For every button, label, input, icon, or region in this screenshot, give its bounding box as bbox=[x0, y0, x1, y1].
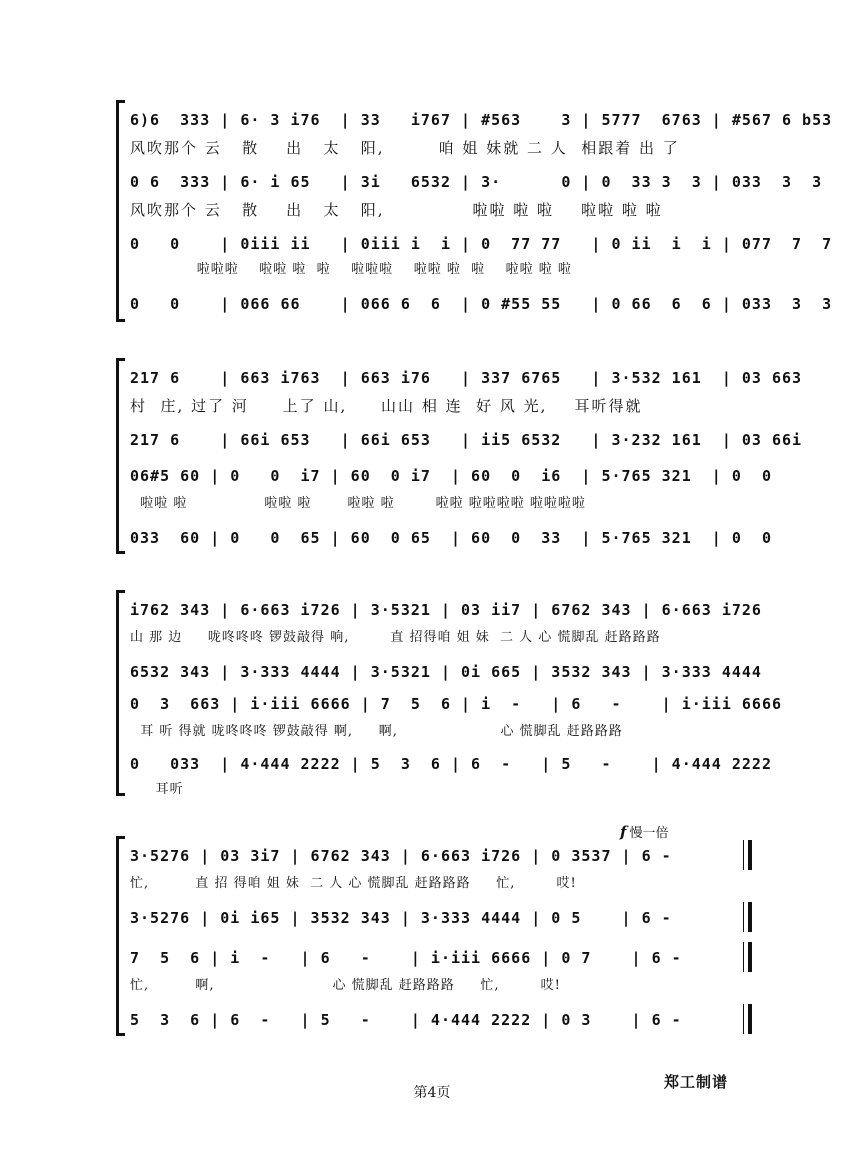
lyrics-text: 忙, 啊, 心 慌脚乱 赶路路路 忙, 哎! bbox=[130, 978, 561, 993]
notation-text: 033 60 | 0 0 65 | 60 0 65 | 60 0 33 | 5·765 321 | 0 0 bbox=[130, 529, 772, 547]
lyrics-line bbox=[130, 494, 752, 518]
staff-line-soprano bbox=[130, 108, 833, 132]
lyrics-line bbox=[130, 628, 752, 652]
staff-line-bass bbox=[130, 752, 772, 776]
lyrics-text: 风吹那个 云 散 出 太 阳, 咱 姐 妹就 二 人 相跟着 出 了 bbox=[130, 139, 680, 157]
score-system-3 bbox=[116, 590, 782, 797]
lyrics-text: 风吹那个 云 散 出 太 阳, 啦啦 啦 啦 啦啦 啦 啦 bbox=[130, 201, 663, 219]
score-system-4 bbox=[116, 836, 752, 1036]
lyrics-line bbox=[130, 396, 752, 420]
lyrics-text: 耳 听 得就 咙咚咚咚 锣鼓敲得 啊, 啊, 心 慌脚乱 赶路路路 bbox=[130, 724, 623, 739]
lyrics-text: 啦啦啦 啦啦 啦 啦 啦啦啦 啦啦 啦 啦 啦啦 啦 啦 bbox=[130, 262, 572, 277]
final-barline bbox=[743, 942, 752, 972]
staff-line-soprano bbox=[130, 598, 762, 622]
score-system-2 bbox=[116, 358, 803, 554]
dynamic-mark: f bbox=[620, 823, 627, 841]
lyrics-text: 山 那 边 咙咚咚咚 锣鼓敲得 响, 直 招得咱 姐 妹 二 人 心 慌脚乱 赶路路路 bbox=[130, 630, 661, 645]
page-number: 第4页 bbox=[413, 1085, 451, 1101]
notation-text: 6532 343 | 3·333 4444 | 3·5321 | 0i 665 | 3532 343 | 3·333 4444 bbox=[130, 663, 762, 681]
staff-line-alto bbox=[130, 170, 823, 194]
staff-line-tenor bbox=[130, 464, 772, 488]
notation-text: 5 3 6 | 6 - | 5 - | 4·444 2222 | 0 3 | 6 - bbox=[130, 1011, 682, 1029]
lyrics-text: 耳听 bbox=[130, 782, 184, 797]
score-system-1 bbox=[116, 100, 833, 322]
tempo-text: 慢一倍 bbox=[629, 826, 669, 841]
notation-text: 217 6 | 66i 653 | 66i 653 | ii5 6532 | 3·232 161 | 03 66i bbox=[130, 431, 803, 449]
staff-line-tenor bbox=[130, 692, 782, 716]
lyrics-line bbox=[130, 200, 752, 224]
final-barline bbox=[743, 840, 752, 870]
lyrics-line bbox=[130, 260, 752, 284]
staff-line-tenor bbox=[130, 946, 752, 970]
notation-text: 0 0 | 0iii ii | 0iii i i | 0 77 77 | 0 ii i i | 077 7 7 bbox=[130, 235, 833, 253]
staff-line-soprano bbox=[130, 844, 752, 868]
lyrics-line bbox=[130, 874, 752, 898]
lyrics-text: 啦啦 啦 啦啦 啦 啦啦 啦 啦啦 啦啦啦啦 啦啦啦啦 bbox=[130, 496, 586, 511]
credit-label: 郑工制谱 bbox=[664, 1073, 729, 1091]
notation-text: 0 033 | 4·444 2222 | 5 3 6 | 6 - | 5 - | 4·444 2222 bbox=[130, 755, 772, 773]
staff-line-bass bbox=[130, 526, 772, 550]
staff-line-alto bbox=[130, 906, 752, 930]
lyrics-line bbox=[130, 138, 752, 162]
notation-text: 3·5276 | 03 3i7 | 6762 343 | 6·663 i726 | 0 3537 | 6 - bbox=[130, 847, 672, 865]
lyrics-line bbox=[130, 722, 752, 746]
notation-text: 7 5 6 | i - | 6 - | i·iii 6666 | 0 7 | 6 - bbox=[130, 949, 682, 967]
staff-line-tenor bbox=[130, 232, 833, 256]
staff-line-bass bbox=[130, 292, 833, 316]
notation-text: i762 343 | 6·663 i726 | 3·5321 | 03 ii7 | 6762 343 | 6·663 i726 bbox=[130, 601, 762, 619]
system-brace bbox=[116, 100, 125, 322]
staff-line-bass bbox=[130, 1008, 752, 1032]
final-barline bbox=[743, 1004, 752, 1034]
staff-line-soprano bbox=[130, 366, 803, 390]
notation-text: 0 6 333 | 6· i 65 | 3i 6532 | 3· 0 | 0 33 3 3 | 033 3 3 bbox=[130, 173, 823, 191]
staff-line-alto bbox=[130, 428, 803, 452]
lyrics-line bbox=[130, 976, 752, 1000]
notation-text: 0 3 663 | i·iii 6666 | 7 5 6 | i - | 6 - | i·iii 6666 bbox=[130, 695, 782, 713]
notation-text: 6)6 333 | 6· 3 i76 | 33 i767 | #563 3 | 5777 6763 | #567 6 b53 bbox=[130, 111, 833, 129]
notation-text: 217 6 | 663 i763 | 663 i76 | 337 6765 | 3·532 161 | 03 663 bbox=[130, 369, 803, 387]
final-barline bbox=[743, 902, 752, 932]
system-brace bbox=[116, 358, 125, 554]
notation-text: 06#5 60 | 0 0 i7 | 60 0 i7 | 60 0 i6 | 5·765 321 | 0 0 bbox=[130, 467, 772, 485]
lyrics-text: 忙, 直 招 得咱 姐 妹 二 人 心 慌脚乱 赶路路路 忙, 哎! bbox=[130, 876, 577, 891]
notation-text: 3·5276 | 0i i65 | 3532 343 | 3·333 4444 | 0 5 | 6 - bbox=[130, 909, 672, 927]
notation-text: 0 0 | 066 66 | 066 6 6 | 0 #55 55 | 0 66 6 6 | 033 3 3 bbox=[130, 295, 833, 313]
staff-line-alto bbox=[130, 660, 762, 684]
system-brace bbox=[116, 836, 125, 1036]
lyrics-line bbox=[130, 780, 752, 804]
lyrics-text: 村 庄, 过了 河 上了 山, 山山 相 连 好 风 光, 耳听得就 bbox=[130, 397, 643, 415]
system-brace bbox=[116, 590, 125, 796]
